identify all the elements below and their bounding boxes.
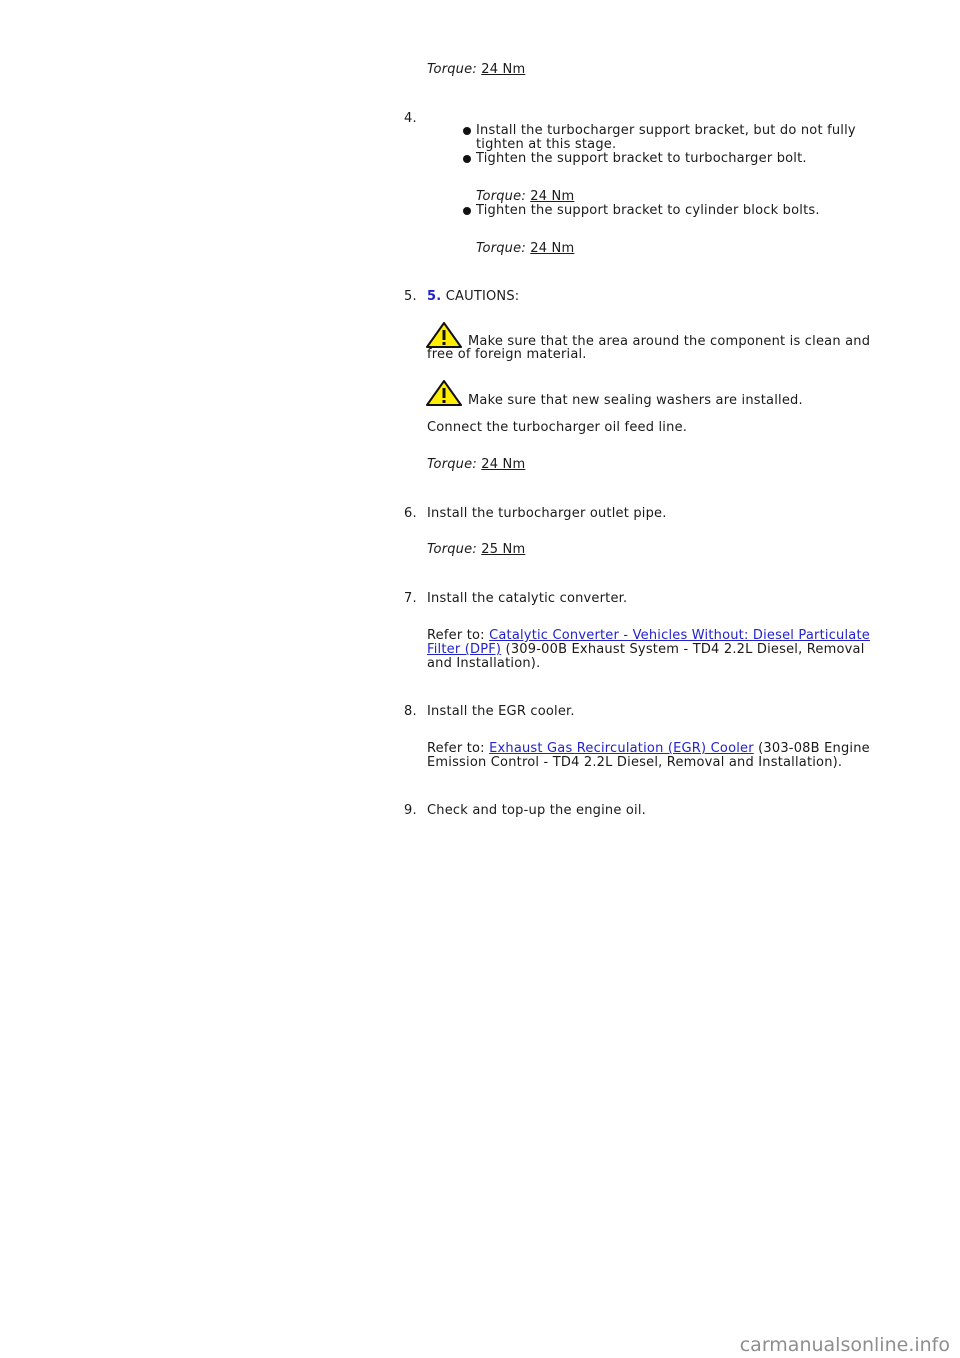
bullet-icon xyxy=(463,207,471,215)
catalytic-converter-link-cont[interactable]: Filter (DPF) xyxy=(427,642,502,657)
torque-value: 25 Nm xyxy=(481,542,526,557)
watermark: carmanualsonline.info xyxy=(739,1334,950,1356)
torque-label: Torque: xyxy=(427,62,477,77)
torque-label: Torque: xyxy=(476,241,526,256)
cautions-heading-number: 5. xyxy=(427,289,442,304)
step8-text: Install the EGR cooler. xyxy=(427,704,575,719)
bullet-icon xyxy=(463,155,471,163)
refer-to-label: Refer to: xyxy=(427,628,485,643)
step-number-4: 4. xyxy=(404,111,417,126)
torque-spec-6 xyxy=(427,543,525,557)
step4-bullet2: Tighten the support bracket to turbocharger bolt. xyxy=(476,151,807,166)
reference-detail: (309-00B Exhaust System - TD4 2.2L Diesel, Removal xyxy=(505,642,865,657)
step5-action: Connect the turbocharger oil feed line. xyxy=(427,420,688,435)
step6-text: Install the turbocharger outlet pipe. xyxy=(427,506,667,521)
torque-label: Torque: xyxy=(476,189,526,204)
step7-text: Install the catalytic converter. xyxy=(427,591,628,606)
torque-value: 24 Nm xyxy=(481,62,526,77)
step7-refer-line1 xyxy=(427,629,870,643)
step7-refer-line2 xyxy=(427,643,865,657)
warning-triangle-icon xyxy=(426,322,462,348)
torque-value: 24 Nm xyxy=(481,457,526,472)
caution1-line1: Make sure that the area around the component is clean and xyxy=(468,334,871,349)
step-number-6: 6. xyxy=(404,506,417,521)
torque-label: Torque: xyxy=(427,542,477,557)
caution1-line2: free of foreign material. xyxy=(427,347,587,362)
step-number-5: 5. xyxy=(404,289,417,304)
caution2: Make sure that new sealing washers are installed. xyxy=(468,393,803,408)
step4-bullet1-line1: Install the turbocharger support bracket, but do not fully xyxy=(476,123,856,138)
step8-refer-line1 xyxy=(427,742,870,756)
step4-bullet1-line2: tighten at this stage. xyxy=(476,137,617,152)
torque-spec-5 xyxy=(427,458,525,472)
torque-value: 24 Nm xyxy=(530,241,575,256)
step-number-9: 9. xyxy=(404,803,417,818)
catalytic-converter-link[interactable]: Catalytic Converter - Vehicles Without: Diesel Particulate xyxy=(489,628,870,643)
torque-spec-4a xyxy=(476,190,574,204)
cautions-heading xyxy=(427,290,519,304)
torque-spec-4b xyxy=(476,242,574,256)
step8-refer-line2: Emission Control - TD4 2.2L Diesel, Removal and Installation). xyxy=(427,755,843,770)
bullet-icon xyxy=(463,127,471,135)
step-number-7: 7. xyxy=(404,591,417,606)
egr-cooler-link[interactable]: Exhaust Gas Recirculation (EGR) Cooler xyxy=(489,741,754,756)
torque-label: Torque: xyxy=(427,457,477,472)
step4-bullet3: Tighten the support bracket to cylinder block bolts. xyxy=(476,203,820,218)
refer-to-label: Refer to: xyxy=(427,741,485,756)
warning-triangle-icon xyxy=(426,380,462,406)
torque-value: 24 Nm xyxy=(530,189,575,204)
cautions-heading-text: CAUTIONS: xyxy=(445,289,520,304)
step-number-8: 8. xyxy=(404,704,417,719)
step7-refer-line3: and Installation). xyxy=(427,656,541,671)
step9-text: Check and top-up the engine oil. xyxy=(427,803,646,818)
reference-detail: (303-08B Engine xyxy=(758,741,870,756)
torque-spec-top xyxy=(427,63,525,77)
